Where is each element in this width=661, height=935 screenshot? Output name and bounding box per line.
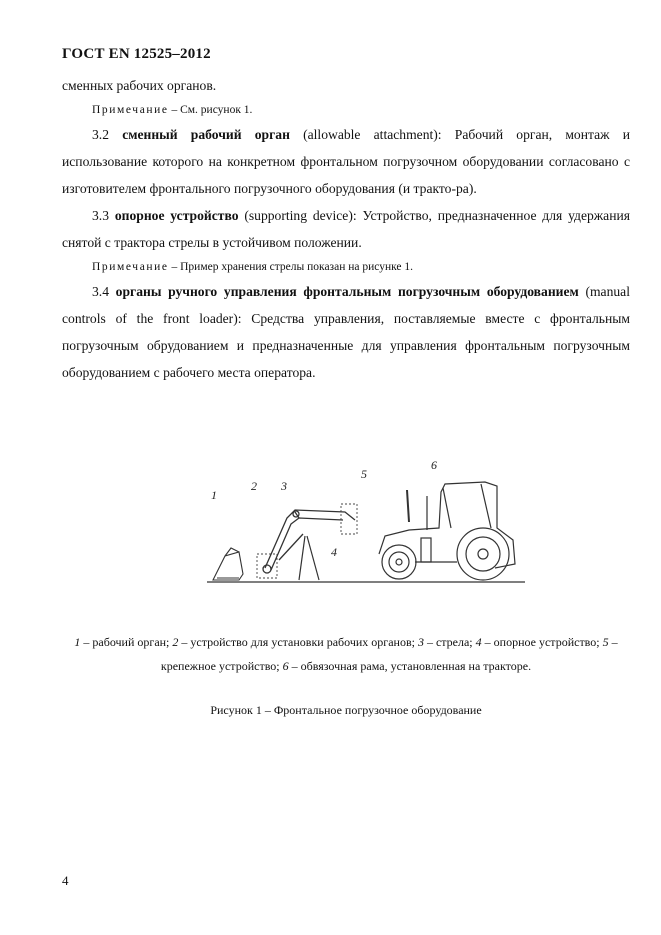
- figure-label-5: 5: [361, 467, 367, 481]
- note-2-text: – Пример хранения стрелы показан на рисунке 1.: [168, 261, 414, 273]
- definition-3-4-term: органы ручного управления фронтальным погрузочным оборудованием: [115, 284, 579, 299]
- legend-num-5: 5: [602, 635, 609, 649]
- definition-3-3-number: 3.3: [92, 208, 115, 223]
- document-header: ГОСТ EN 12525–2012: [62, 46, 211, 62]
- legend-text-2: – устройство для установки рабочих органов;: [178, 635, 418, 649]
- legend-num-2: 2: [172, 635, 179, 649]
- front-loader-figure: [195, 452, 535, 592]
- legend-num-4: 4: [475, 635, 482, 649]
- definition-3-2-term: сменный рабочий орган: [122, 127, 290, 142]
- body-text: [62, 72, 630, 386]
- note-2-prefix: Примечание: [92, 261, 169, 273]
- figure-label-6: 6: [431, 458, 437, 472]
- bucket-drawing: [213, 548, 243, 580]
- legend-text-4: – опорное устройство;: [481, 635, 603, 649]
- attachment-device-box: [257, 554, 277, 578]
- note-1: [62, 99, 630, 121]
- page-number: 4: [62, 873, 69, 888]
- figure-label-2: 2: [251, 479, 257, 493]
- legend-num-3: 3: [417, 635, 424, 649]
- continuation-line: сменных рабочих органов.: [62, 78, 217, 93]
- figure-title: Рисунок 1 – Фронтальное погрузочное оборудование: [210, 703, 482, 717]
- figure-label-3: 3: [281, 479, 287, 493]
- legend-text-6: – обвязочная рама, установленная на тракторе.: [288, 659, 532, 673]
- note-1-text: – См. рисунок 1.: [168, 104, 253, 116]
- legend-text-3: – стрела;: [423, 635, 476, 649]
- definition-3-3-text: (supporting device): Устройство, предназначенное для удержания снятой с трактора стрелы в устойчивом положении.: [62, 208, 631, 250]
- legend-num-1: 1: [74, 635, 81, 649]
- definition-3-3: [62, 202, 630, 256]
- note-1-prefix: Примечание: [92, 104, 169, 116]
- legend-num-6: 6: [282, 659, 289, 673]
- legend-text-5: – крепежное устройство;: [160, 635, 618, 673]
- definition-3-4-number: 3.4: [92, 284, 116, 299]
- definition-3-4-text: (manual controls of the front loader): Средства управления, поставляемые вместе с фронтальным погрузочным обрудованием и предназначенные для управления фронтальным погрузочным оборудованием с рабочего места оператора.: [62, 284, 630, 380]
- definition-3-3-term: опорное устройство: [114, 208, 239, 223]
- definition-3-2-number: 3.2: [92, 127, 123, 142]
- figure-label-4: 4: [331, 545, 337, 559]
- figure-legend: [62, 630, 630, 678]
- definition-3-2-text: (allowable attachment): Рабочий орган, монтаж и использование которого на конкретном фронтальном погрузочном оборудовании согласовано с изготовителем фронтального погрузочного оборудования (и тракто-ра).: [62, 127, 630, 196]
- legend-text-1: – рабочий орган;: [80, 635, 173, 649]
- tractor-drawing: [379, 482, 515, 580]
- definition-3-2: [62, 121, 630, 202]
- support-device-drawing: [299, 536, 319, 580]
- figure-label-1: 1: [211, 488, 217, 502]
- note-2: [62, 256, 630, 278]
- definition-3-4: [62, 278, 630, 386]
